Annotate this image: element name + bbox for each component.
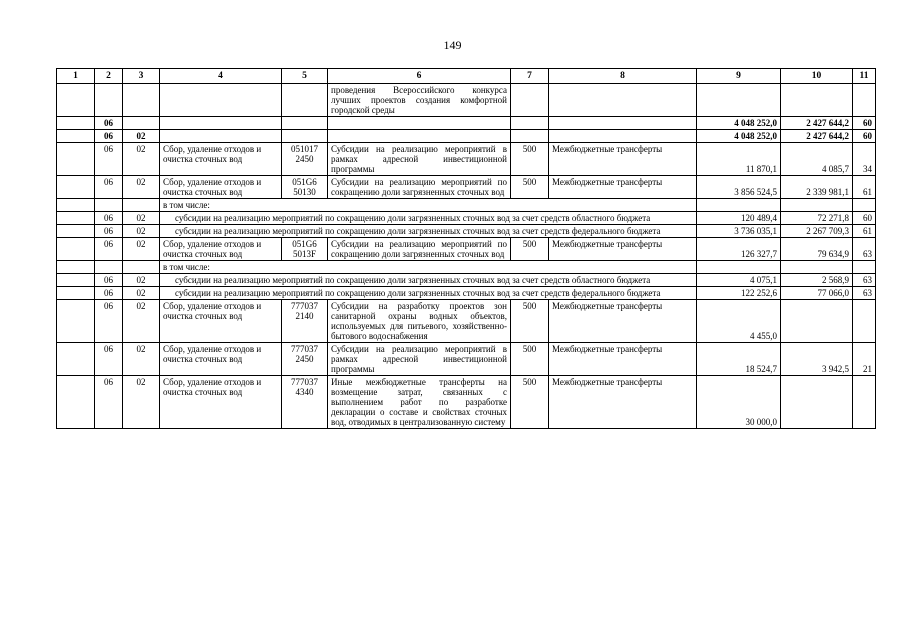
cell-actual — [781, 376, 853, 429]
cell-description: в том числе: — [160, 199, 697, 212]
cell-description: в том числе: — [160, 261, 697, 274]
col-header-4: 4 — [160, 69, 282, 84]
cell-plan: 4 048 252,0 — [697, 130, 781, 143]
col-header-3: 3 — [123, 69, 160, 84]
cell-description: субсидии на реализацию мероприятий по сокращению доли загрязненных сточных вод за счет средств областного бюджета — [160, 212, 697, 225]
cell-section-name: Сбор, удаление отходов и очистка сточных вод — [160, 343, 282, 376]
cell-subsection — [123, 261, 160, 274]
cell-target-code: 051G6 50130 — [282, 176, 328, 199]
cell-section-name — [160, 84, 282, 117]
cell-percent: 63 — [853, 287, 876, 300]
cell-section: 06 — [95, 176, 123, 199]
cell-actual: 4 085,7 — [781, 143, 853, 176]
cell-col-1 — [57, 117, 95, 130]
cell-section-name: Сбор, удаление отходов и очистка сточных вод — [160, 176, 282, 199]
cell-target-name: проведения Всероссийского конкурса лучших проектов создания комфортной городской среды — [328, 84, 511, 117]
cell-target-name — [328, 130, 511, 143]
table-row — [57, 143, 876, 176]
cell-expense-code: 500 — [511, 143, 549, 176]
cell-plan: 4 455,0 — [697, 300, 781, 343]
cell-plan: 4 075,1 — [697, 274, 781, 287]
cell-subsection: 02 — [123, 287, 160, 300]
cell-col-1 — [57, 343, 95, 376]
cell-actual: 2 427 644,2 — [781, 130, 853, 143]
cell-subsection: 02 — [123, 176, 160, 199]
cell-percent: 34 — [853, 143, 876, 176]
page-number: 149 — [443, 38, 462, 52]
cell-expense-code: 500 — [511, 176, 549, 199]
cell-plan: 4 048 252,0 — [697, 117, 781, 130]
cell-target-name: Субсидии на реализацию мероприятий в рамках адресной инвестиционной программы — [328, 143, 511, 176]
cell-target-code: 777037 2450 — [282, 343, 328, 376]
cell-subsection: 02 — [123, 212, 160, 225]
table-row — [57, 238, 876, 261]
cell-subsection: 02 — [123, 225, 160, 238]
table-row — [57, 199, 876, 212]
cell-expense-code: 500 — [511, 376, 549, 429]
col-header-9: 9 — [697, 69, 781, 84]
cell-plan: 126 327,7 — [697, 238, 781, 261]
cell-plan: 122 252,6 — [697, 287, 781, 300]
table-row — [57, 376, 876, 429]
cell-actual: 3 942,5 — [781, 343, 853, 376]
cell-target-name: Субсидии на разработку проектов зон санитарной охраны водных объектов, используемых для питьевого, хозяйственно-бытового водоснабжения — [328, 300, 511, 343]
cell-description: субсидии на реализацию мероприятий по сокращению доли загрязненных сточных вод за счет средств федерального бюджета — [160, 225, 697, 238]
cell-plan: 3 736 035,1 — [697, 225, 781, 238]
cell-section — [95, 84, 123, 117]
table-row — [57, 176, 876, 199]
cell-col-1 — [57, 287, 95, 300]
cell-section-name: Сбор, удаление отходов и очистка сточных вод — [160, 300, 282, 343]
budget-table — [56, 68, 876, 429]
cell-subsection: 02 — [123, 300, 160, 343]
cell-expense-name — [549, 117, 697, 130]
cell-percent: 60 — [853, 117, 876, 130]
cell-target-code — [282, 117, 328, 130]
cell-section: 06 — [95, 376, 123, 429]
col-header-11: 11 — [853, 69, 876, 84]
cell-plan: 11 870,1 — [697, 143, 781, 176]
cell-target-name: Субсидии на реализацию мероприятий по сокращению доли загрязненных сточных вод — [328, 176, 511, 199]
cell-actual: 72 271,8 — [781, 212, 853, 225]
cell-subsection: 02 — [123, 376, 160, 429]
cell-percent — [853, 300, 876, 343]
cell-col-1 — [57, 274, 95, 287]
cell-expense-code: 500 — [511, 300, 549, 343]
cell-section — [95, 261, 123, 274]
cell-col-1 — [57, 300, 95, 343]
cell-actual — [781, 300, 853, 343]
cell-section: 06 — [95, 343, 123, 376]
table-row — [57, 274, 876, 287]
col-header-2: 2 — [95, 69, 123, 84]
cell-expense-name — [549, 130, 697, 143]
cell-actual — [781, 199, 853, 212]
cell-actual — [781, 84, 853, 117]
cell-subsection: 02 — [123, 238, 160, 261]
col-header-1: 1 — [57, 69, 95, 84]
cell-target-code — [282, 130, 328, 143]
cell-section: 06 — [95, 238, 123, 261]
cell-target-code: 051017 2450 — [282, 143, 328, 176]
cell-expense-name — [549, 84, 697, 117]
cell-percent: 63 — [853, 238, 876, 261]
cell-actual: 2 339 981,1 — [781, 176, 853, 199]
cell-section: 06 — [95, 225, 123, 238]
table-row — [57, 117, 876, 130]
cell-section-name — [160, 130, 282, 143]
cell-col-1 — [57, 225, 95, 238]
cell-target-name: Субсидии на реализацию мероприятий в рамках адресной инвестиционной программы — [328, 343, 511, 376]
cell-subsection: 02 — [123, 274, 160, 287]
cell-col-1 — [57, 238, 95, 261]
cell-expense-name: Межбюджетные трансферты — [549, 143, 697, 176]
table-row — [57, 343, 876, 376]
table-row — [57, 84, 876, 117]
cell-expense-name: Межбюджетные трансферты — [549, 176, 697, 199]
cell-plan — [697, 84, 781, 117]
cell-section-name: Сбор, удаление отходов и очистка сточных вод — [160, 143, 282, 176]
cell-percent: 63 — [853, 274, 876, 287]
cell-target-code: 777037 2140 — [282, 300, 328, 343]
cell-percent — [853, 84, 876, 117]
cell-actual — [781, 261, 853, 274]
cell-target-code: 777037 4340 — [282, 376, 328, 429]
cell-subsection — [123, 117, 160, 130]
cell-subsection: 02 — [123, 343, 160, 376]
cell-subsection: 02 — [123, 130, 160, 143]
cell-expense-code — [511, 130, 549, 143]
cell-col-1 — [57, 199, 95, 212]
cell-col-1 — [57, 212, 95, 225]
cell-description: субсидии на реализацию мероприятий по сокращению доли загрязненных сточных вод за счет средств областного бюджета — [160, 274, 697, 287]
cell-actual: 2 267 709,3 — [781, 225, 853, 238]
table-row — [57, 130, 876, 143]
cell-percent — [853, 261, 876, 274]
cell-plan: 30 000,0 — [697, 376, 781, 429]
cell-section-name: Сбор, удаление отходов и очистка сточных вод — [160, 238, 282, 261]
cell-section: 06 — [95, 212, 123, 225]
cell-description: субсидии на реализацию мероприятий по сокращению доли загрязненных сточных вод за счет средств федерального бюджета — [160, 287, 697, 300]
cell-target-code: 051G6 5013F — [282, 238, 328, 261]
cell-target-name: Субсидии на реализацию мероприятий по сокращению доли загрязненных сточных вод — [328, 238, 511, 261]
cell-actual: 79 634,9 — [781, 238, 853, 261]
cell-subsection — [123, 84, 160, 117]
cell-percent — [853, 376, 876, 429]
cell-plan: 3 856 524,5 — [697, 176, 781, 199]
cell-expense-code: 500 — [511, 238, 549, 261]
cell-plan: 120 489,4 — [697, 212, 781, 225]
col-header-10: 10 — [781, 69, 853, 84]
cell-expense-name: Межбюджетные трансферты — [549, 343, 697, 376]
cell-section: 06 — [95, 117, 123, 130]
cell-expense-name: Межбюджетные трансферты — [549, 238, 697, 261]
cell-percent: 60 — [853, 212, 876, 225]
cell-section-name: Сбор, удаление отходов и очистка сточных вод — [160, 376, 282, 429]
cell-section — [95, 199, 123, 212]
table-row — [57, 300, 876, 343]
cell-percent — [853, 199, 876, 212]
col-header-7: 7 — [511, 69, 549, 84]
cell-subsection — [123, 199, 160, 212]
cell-expense-name: Межбюджетные трансферты — [549, 300, 697, 343]
cell-target-name: Иные межбюджетные трансферты на возмещение затрат, связанных с выполнением работ по разработке декларации о составе и свойствах сточных вод, отводимых в централизованную систему — [328, 376, 511, 429]
cell-percent: 61 — [853, 225, 876, 238]
col-header-6: 6 — [328, 69, 511, 84]
cell-col-1 — [57, 376, 95, 429]
cell-col-1 — [57, 176, 95, 199]
cell-section-name — [160, 117, 282, 130]
table-row — [57, 225, 876, 238]
cell-plan — [697, 199, 781, 212]
cell-target-name — [328, 117, 511, 130]
cell-section: 06 — [95, 143, 123, 176]
cell-section: 06 — [95, 274, 123, 287]
table-row — [57, 212, 876, 225]
cell-expense-code: 500 — [511, 343, 549, 376]
cell-expense-name: Межбюджетные трансферты — [549, 376, 697, 429]
cell-col-1 — [57, 84, 95, 117]
cell-col-1 — [57, 261, 95, 274]
cell-percent: 21 — [853, 343, 876, 376]
cell-col-1 — [57, 130, 95, 143]
cell-section: 06 — [95, 300, 123, 343]
table-row — [57, 261, 876, 274]
col-header-8: 8 — [549, 69, 697, 84]
cell-col-1 — [57, 143, 95, 176]
cell-plan: 18 524,7 — [697, 343, 781, 376]
cell-actual: 2 568,9 — [781, 274, 853, 287]
cell-actual: 77 066,0 — [781, 287, 853, 300]
header-row — [57, 69, 876, 84]
table-body — [57, 84, 876, 429]
cell-percent: 61 — [853, 176, 876, 199]
col-header-5: 5 — [282, 69, 328, 84]
cell-subsection: 02 — [123, 143, 160, 176]
cell-section: 06 — [95, 130, 123, 143]
cell-expense-code — [511, 84, 549, 117]
cell-plan — [697, 261, 781, 274]
cell-section: 06 — [95, 287, 123, 300]
table-row — [57, 287, 876, 300]
cell-expense-code — [511, 117, 549, 130]
cell-target-code — [282, 84, 328, 117]
cell-percent: 60 — [853, 130, 876, 143]
cell-actual: 2 427 644,2 — [781, 117, 853, 130]
